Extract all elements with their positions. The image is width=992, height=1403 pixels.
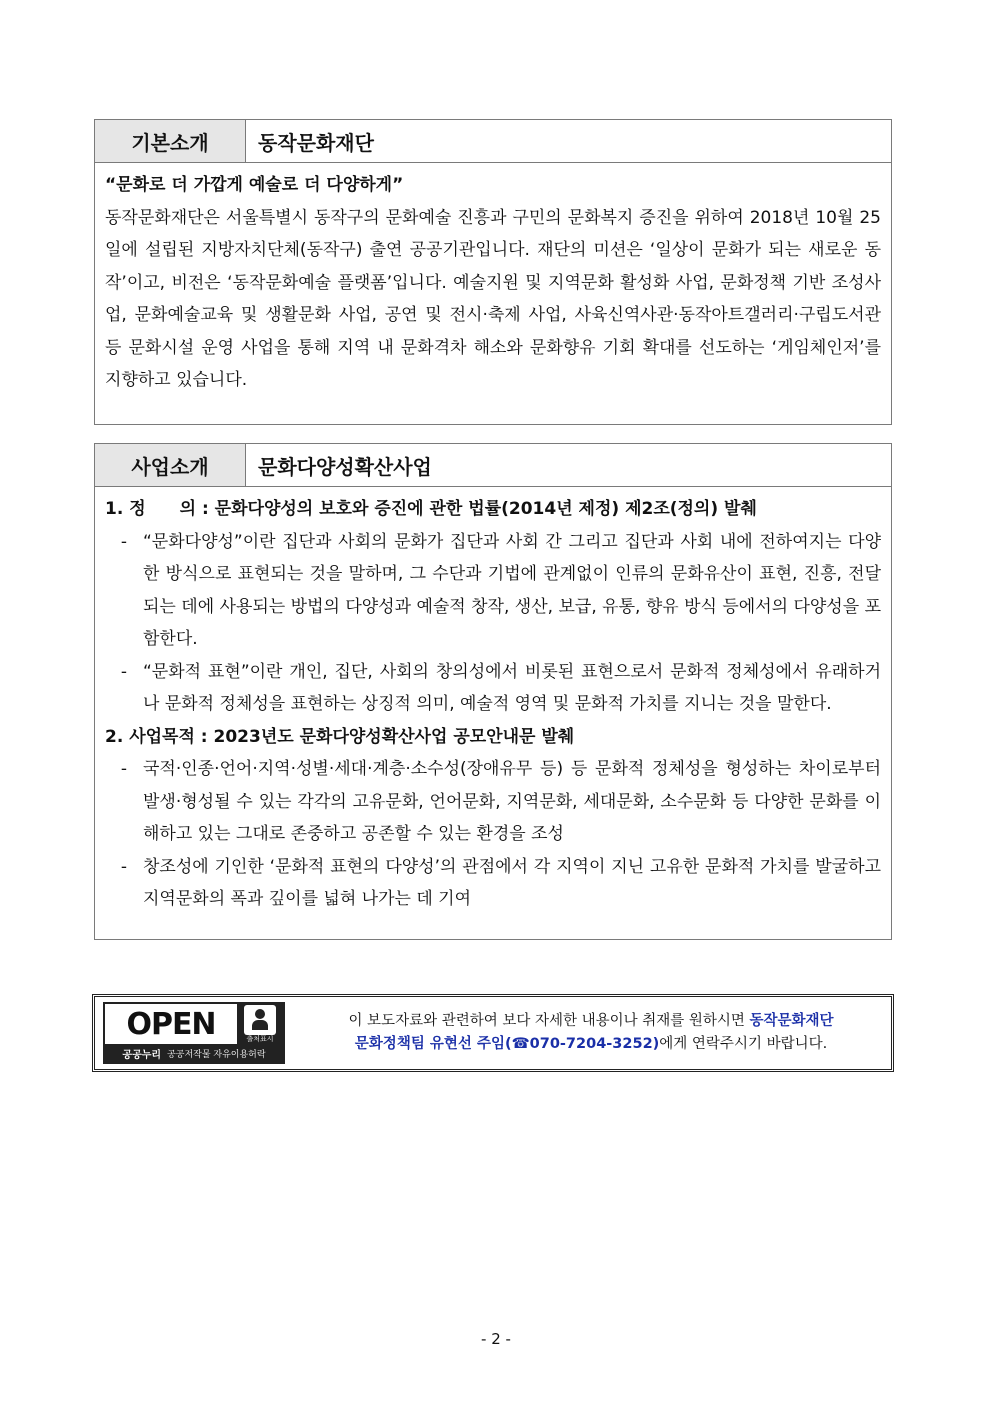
open-logo-text: OPEN: [126, 1006, 216, 1042]
business-label: 사업소개: [95, 444, 246, 486]
business-box: [94, 443, 892, 940]
definition-item: [105, 526, 881, 656]
purpose-item: [105, 753, 881, 851]
contact-message: [285, 1010, 891, 1056]
purpose-item-text: 국적·인종·언어·지역·성별·세대·계층·소수성(장애유무 등) 등 문화적 정체성을 형성하는 차이로부터 발생·형성될 수 있는 각각의 고유문화, 언어문화, 지역문화, 세대문화, 소수문화 등 다양한 문화를 이해하고 있는 그대로 존중하고 공존할 수 있는 환경을 조성: [143, 759, 881, 844]
business-header: [95, 444, 891, 487]
intro-label: 기본소개: [95, 120, 246, 162]
person-icon: [244, 1005, 276, 1035]
purpose-item-text: 창조성에 기인한 ‘문화적 표현의 다양성’의 관점에서 각 지역이 지닌 고유한 문화적 가치를 발굴하고 지역문화의 폭과 깊이를 넓혀 나가는 데 기여: [143, 856, 881, 909]
definition-item: [105, 656, 881, 721]
contact-box: [92, 994, 894, 1072]
business-body: [95, 487, 891, 920]
definition-item-text: “문화적 표현”이란 개인, 집단, 사회의 창의성에서 비롯된 표현으로서 문화적 정체성에서 유래하거나 문화적 정체성을 표현하는 상징적 의미, 예술적 영역 및 문화적 가치를 지니는 것을 말한다.: [143, 661, 881, 714]
intro-paragraph: 동작문화재단은 서울특별시 동작구의 문화예술 진흥과 구민의 문화복지 증진을 위하여 2018년 10월 25일에 설립된 지방자치단체(동작구) 출연 공공기관입니다. 재단의 미션은 ‘일상이 문화가 되는 새로운 동작’이고, 비전은 ‘동작문화예술 플랫폼’입니다. 예술지원 및 지역문화 활성화 사업, 문화정책 기반 조성사업, 문화예술교육 및 생활문화 사업, 공연 및 전시·축제 사업, 사육신역사관·동작아트갤러리·구립도서관 등 문화시설 운영 사업을 통해 지역 내 문화격차 해소와 문화향유 기회 확대를 선도하는 ‘게임체인저’를 지향하고 있습니다.: [105, 207, 881, 390]
logo-brand: 공공누리: [122, 1049, 162, 1061]
contact-org: 동작문화재단: [749, 1013, 834, 1029]
intro-header: [95, 120, 891, 163]
contact-text-post: 에게 연락주시기 바랍니다.: [659, 1036, 828, 1052]
page-number: - 2 -: [481, 1330, 511, 1348]
definition-item-text: “문화다양성”이란 집단과 사회의 문화가 집단과 사회 간 그리고 집단과 사회 내에 전하여지는 다양한 방식으로 표현되는 것을 말하며, 그 수단과 기법에 관계없이 인류의 문화유산이 표현, 진흥, 전달되는 데에 사용되는 방법의 다양성과 예술적 창작, 생산, 보급, 유통, 향유 방식 등에서의 다양성을 포함한다.: [143, 531, 881, 649]
purpose-item: [105, 851, 881, 916]
contact-text-pre: 이 보도자료와 관련하여 보다 자세한 내용이나 취재를 원하시면: [348, 1013, 750, 1029]
business-title: 문화다양성확산사업: [258, 454, 432, 479]
attribution-label: 출처표시: [246, 1034, 274, 1043]
kogl-open-logo: [103, 1002, 285, 1064]
contact-person: 문화정책팀 유현선 주임(☎070-7204-3252): [354, 1036, 660, 1052]
intro-slogan: “문화로 더 가깝게 예술로 더 다양하게”: [105, 175, 404, 195]
dash-bullet: -: [120, 759, 128, 779]
logo-subtitle: 공공저작물 자유이용허락: [167, 1049, 266, 1060]
intro-title: 동작문화재단: [258, 130, 374, 155]
dash-bullet: -: [120, 661, 128, 682]
definition-heading: 1. 정 의 : 문화다양성의 보호와 증진에 관한 법률(2014년 제정) 제2조(정의) 발췌: [105, 499, 757, 519]
dash-bullet: -: [120, 531, 128, 552]
purpose-heading: 2. 사업목적 : 2023년도 문화다양성확산사업 공모안내문 발췌: [105, 726, 575, 747]
logo-footer: [105, 1044, 283, 1062]
attribution-badge: [237, 1004, 283, 1044]
intro-body: [95, 163, 891, 401]
dash-bullet: -: [120, 856, 128, 877]
intro-box: [94, 119, 892, 425]
